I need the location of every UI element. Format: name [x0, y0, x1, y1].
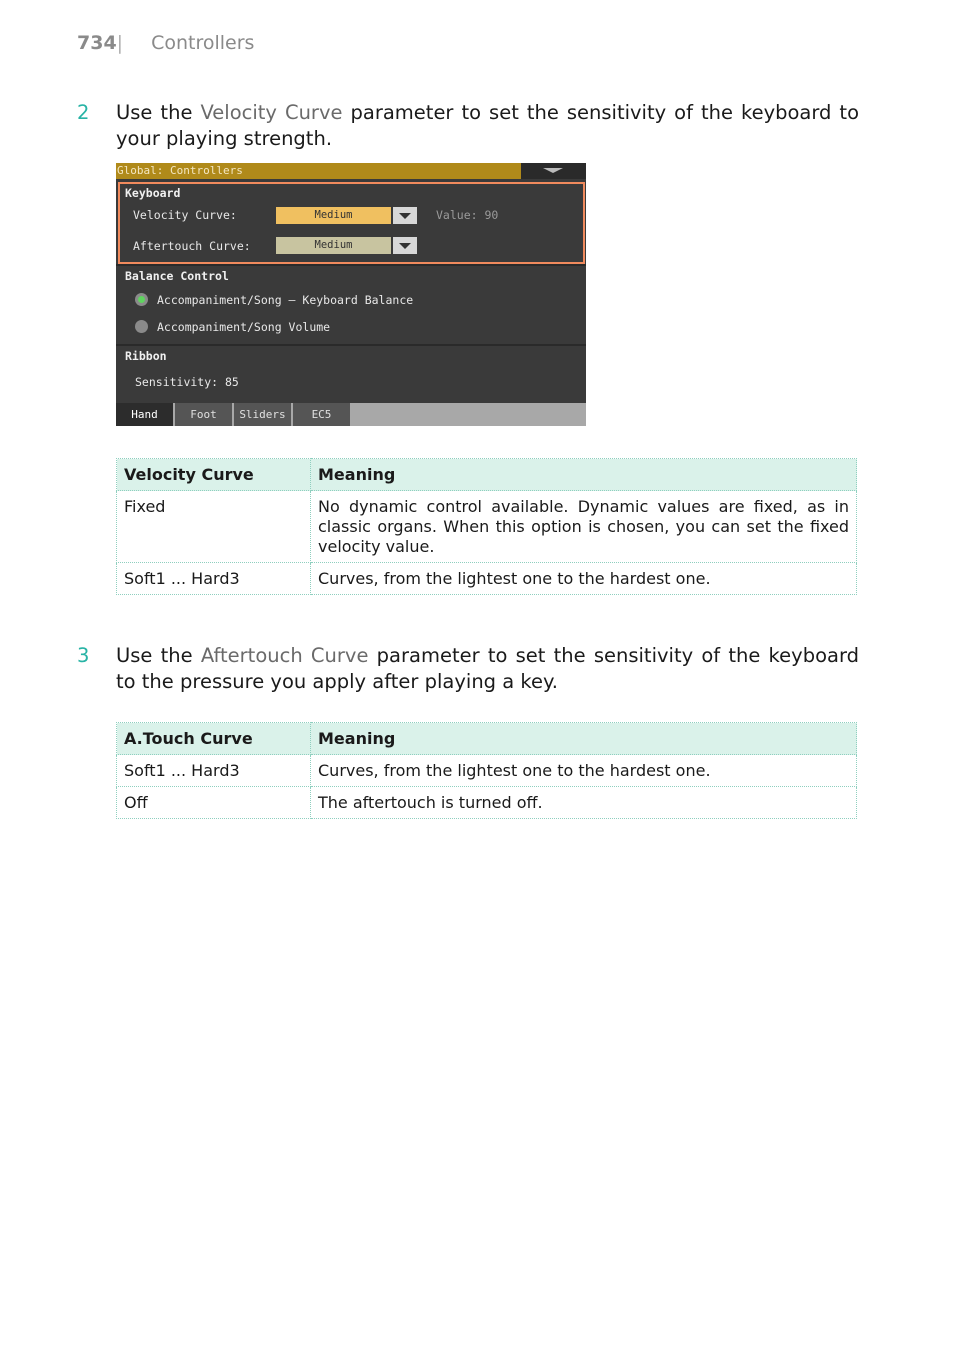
page-number: 734	[77, 32, 117, 54]
page-header	[77, 32, 254, 54]
step-text-after: parameter to set the sensitivity of the keyboard to your playing strength.	[116, 101, 860, 150]
step-text	[116, 100, 859, 152]
tab-sliders[interactable]: Sliders	[234, 403, 291, 426]
aftertouch-curve-table	[116, 722, 857, 819]
table-cell: The aftertouch is turned off.	[311, 787, 857, 819]
step-2	[77, 100, 859, 152]
section-title: Controllers	[151, 32, 255, 54]
radio-song-volume[interactable]	[135, 320, 148, 333]
tab-ec5[interactable]: EC5	[293, 403, 350, 426]
step-3	[77, 643, 859, 695]
table-row	[117, 563, 857, 595]
aftertouch-curve-value: Medium	[276, 237, 391, 254]
column-header: A.Touch Curve	[117, 723, 311, 755]
table-cell: Fixed	[117, 491, 311, 563]
table-header-row	[117, 459, 857, 491]
page-menu-button[interactable]	[521, 163, 586, 179]
velocity-curve-label: Velocity Curve:	[133, 208, 237, 222]
step-text-before: Use the	[116, 101, 201, 124]
parameter-name: Aftertouch Curve	[200, 644, 369, 667]
step-text	[116, 643, 859, 695]
column-header: Meaning	[311, 723, 857, 755]
screen-title: Global: Controllers	[116, 163, 522, 179]
table-row	[117, 787, 857, 819]
option-song-volume-label: Accompaniment/Song Volume	[157, 320, 331, 334]
tab-foot[interactable]: Foot	[175, 403, 232, 426]
table-cell: Curves, from the lightest one to the hardest one.	[311, 755, 857, 787]
balance-control-heading: Balance Control	[125, 269, 229, 283]
table-cell: Off	[117, 787, 311, 819]
velocity-curve-table	[116, 458, 857, 595]
option-keyboard-balance-label: Accompaniment/Song – Keyboard Balance	[157, 293, 414, 307]
aftertouch-curve-dropdown[interactable]	[276, 237, 418, 254]
table-cell: No dynamic control available. Dynamic values are fixed, as in classic organs. When this option is chosen, you can set the fixed velocity value.	[311, 491, 857, 563]
divider	[116, 344, 586, 346]
table-cell: Soft1 ... Hard3	[117, 563, 311, 595]
chevron-down-icon	[399, 213, 411, 219]
aftertouch-dropdown-arrow[interactable]	[393, 237, 417, 254]
chevron-down-icon	[399, 243, 411, 249]
table-row	[117, 491, 857, 563]
step-number: 2	[77, 101, 90, 124]
velocity-value-readout: Value: 90	[436, 208, 499, 222]
velocity-dropdown-arrow[interactable]	[393, 207, 417, 224]
controllers-screenshot	[116, 163, 586, 426]
table-row	[117, 755, 857, 787]
velocity-curve-dropdown[interactable]	[276, 207, 418, 224]
tab-hand[interactable]: Hand	[116, 403, 173, 426]
column-header: Meaning	[311, 459, 857, 491]
step-text-after: parameter to set the sensitivity of the keyboard to the pressure you apply after playing a key.	[116, 644, 859, 693]
tab-bar	[116, 403, 586, 426]
velocity-curve-value: Medium	[276, 207, 391, 224]
step-text-before: Use the	[116, 644, 201, 667]
aftertouch-curve-label: Aftertouch Curve:	[133, 239, 251, 253]
table-cell: Soft1 ... Hard3	[117, 755, 311, 787]
step-number: 3	[77, 644, 90, 667]
table-header-row	[117, 723, 857, 755]
menu-arrow-icon	[543, 168, 563, 173]
ribbon-sensitivity[interactable]: Sensitivity: 85	[135, 375, 239, 389]
column-header: Velocity Curve	[117, 459, 311, 491]
header-separator: |	[116, 32, 124, 54]
parameter-name: Velocity Curve	[200, 101, 343, 124]
divider	[116, 264, 586, 266]
keyboard-heading: Keyboard	[125, 186, 181, 200]
table-cell: Curves, from the lightest one to the hardest one.	[311, 563, 857, 595]
radio-keyboard-balance[interactable]	[135, 293, 148, 306]
ribbon-heading: Ribbon	[125, 349, 167, 363]
